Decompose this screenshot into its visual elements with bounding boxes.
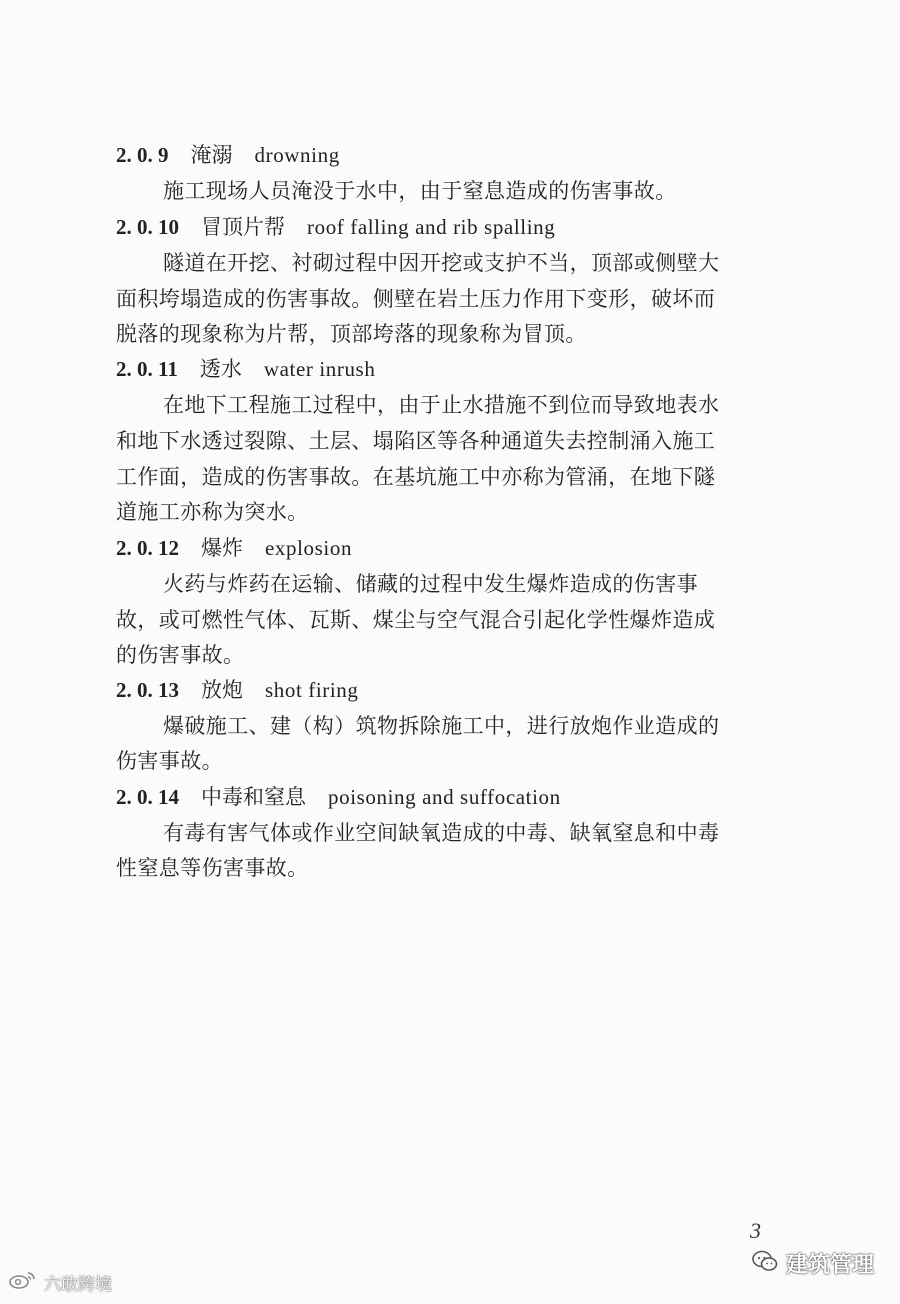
term-en: poisoning and suffocation	[328, 785, 561, 809]
term-zh: 淹溺	[190, 143, 233, 167]
term-en: shot firing	[265, 678, 359, 702]
term-definition-line: 工作面，造成的伤害事故。在基坑施工中亦称为管涌，在地下隧	[116, 465, 716, 489]
term-definition-line: 故，或可燃性气体、瓦斯、煤尘与空气混合引起化学性爆炸造成	[116, 608, 716, 632]
term-definition-line: 脱落的现象称为片帮，顶部垮落的现象称为冒顶。	[116, 322, 587, 346]
term-definition-line: 隧道在开挖、衬砌过程中因开挖或支护不当，顶部或侧壁大	[163, 251, 720, 275]
term-definition-line: 道施工亦称为突水。	[116, 500, 309, 524]
term-definition-line: 施工现场人员淹没于水中，由于窒息造成的伤害事故。	[163, 179, 677, 203]
term-number: 2. 0. 10	[116, 215, 179, 239]
term-heading	[116, 533, 352, 563]
term-zh: 爆炸	[201, 536, 243, 560]
term-zh: 透水	[199, 357, 242, 381]
watermark-source-name: 六敢跨境	[44, 1275, 112, 1295]
weibo-icon	[8, 1270, 38, 1295]
term-en: drowning	[254, 143, 340, 167]
term-en: explosion	[265, 536, 353, 560]
term-definition-line: 面积垮塌造成的伤害事故。侧壁在岩土压力作用下变形，破坏而	[116, 287, 716, 311]
term-definition-line: 火药与炸药在运输、储藏的过程中发生爆炸造成的伤害事	[163, 572, 698, 596]
term-zh: 冒顶片帮	[201, 215, 285, 239]
term-number: 2. 0. 9	[116, 143, 169, 167]
term-number: 2. 0. 11	[116, 357, 178, 381]
watermark-source	[8, 1270, 112, 1295]
term-number: 2. 0. 13	[116, 678, 179, 702]
term-heading	[116, 140, 340, 170]
term-definition-line: 爆破施工、建（构）筑物拆除施工中，进行放炮作业造成的	[163, 714, 720, 738]
term-definition-line: 的伤害事故。	[116, 643, 245, 667]
term-zh: 中毒和窒息	[201, 785, 306, 809]
term-zh: 放炮	[201, 678, 243, 702]
term-heading	[116, 675, 359, 705]
watermark-account	[752, 1248, 874, 1279]
term-heading	[116, 212, 555, 242]
page-number: 3	[750, 1218, 761, 1243]
term-definition-line: 有毒有害气体或作业空间缺氧造成的中毒、缺氧窒息和中毒	[163, 821, 720, 845]
term-definition-line: 伤害事故。	[116, 749, 223, 773]
term-definition-line: 和地下水透过裂隙、土层、塌陷区等各种通道失去控制涌入施工	[116, 429, 716, 453]
wechat-icon	[752, 1250, 778, 1278]
term-definition-line: 性窒息等伤害事故。	[116, 856, 309, 880]
term-number: 2. 0. 12	[116, 536, 179, 560]
term-en: roof falling and rib spalling	[307, 215, 556, 239]
term-en: water inrush	[263, 357, 376, 381]
term-number: 2. 0. 14	[116, 785, 179, 809]
term-definition-line: 在地下工程施工过程中，由于止水措施不到位而导致地表水	[163, 393, 720, 417]
term-heading	[116, 354, 375, 384]
watermark-account-name: 建筑管理	[786, 1253, 875, 1278]
term-heading	[116, 782, 561, 812]
